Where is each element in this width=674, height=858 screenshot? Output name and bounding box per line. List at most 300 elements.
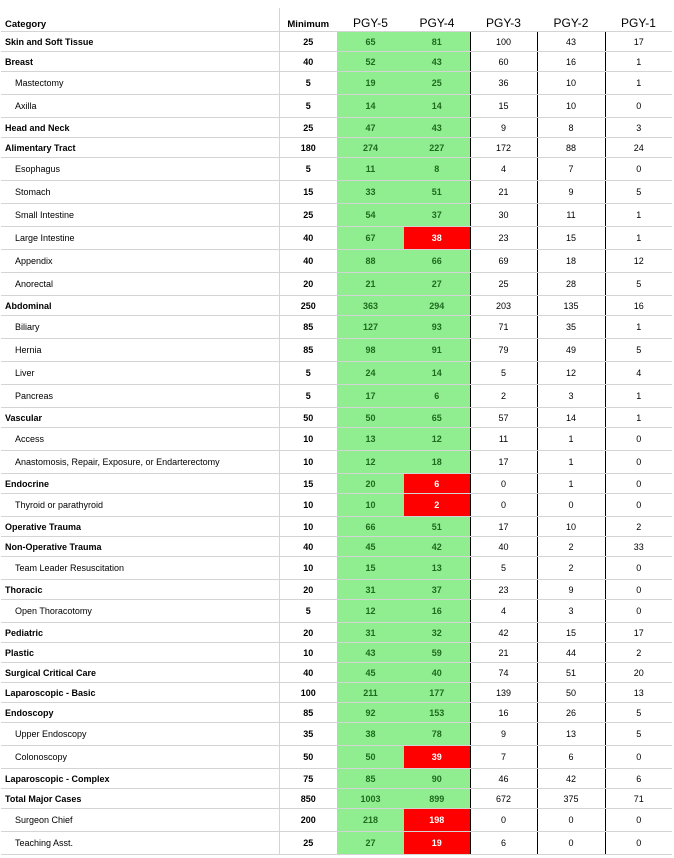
cell-category: Pancreas	[1, 385, 279, 408]
cell-pgy3: 30	[470, 204, 537, 227]
cell-pgy5: 47	[337, 118, 404, 138]
cell-category: Laparoscopic - Complex	[1, 769, 279, 789]
cell-pgy2: 2	[537, 537, 605, 557]
table-row	[1, 557, 672, 580]
cell-pgy2: 16	[537, 52, 605, 72]
cell-pgy5: 218	[337, 809, 404, 832]
cell-pgy3: 0	[470, 494, 537, 517]
cell-pgy5: 274	[337, 138, 404, 158]
cell-pgy1: 1	[605, 204, 672, 227]
cell-pgy3: 21	[470, 643, 537, 663]
cell-pgy3: 57	[470, 408, 537, 428]
cell-pgy4: 65	[404, 408, 470, 428]
cell-category: Total Major Cases	[1, 789, 279, 809]
cell-category: Access	[1, 428, 279, 451]
cell-pgy2: 3	[537, 600, 605, 623]
cell-category: Open Thoracotomy	[1, 600, 279, 623]
cell-pgy5: 15	[337, 557, 404, 580]
cell-pgy5: 19	[337, 72, 404, 95]
cell-minimum: 10	[279, 557, 337, 580]
table-row	[1, 32, 672, 52]
cell-pgy3: 46	[470, 769, 537, 789]
cell-category: Axilla	[1, 95, 279, 118]
cell-category: Laparoscopic - Basic	[1, 683, 279, 703]
cell-pgy1: 5	[605, 273, 672, 296]
cell-pgy1: 1	[605, 52, 672, 72]
cell-pgy2: 6	[537, 746, 605, 769]
cell-pgy2: 135	[537, 296, 605, 316]
cell-pgy1: 0	[605, 600, 672, 623]
cell-pgy1: 17	[605, 623, 672, 643]
cell-pgy3: 172	[470, 138, 537, 158]
cell-category: Anorectal	[1, 273, 279, 296]
cell-pgy2: 26	[537, 703, 605, 723]
cell-category: Thoracic	[1, 580, 279, 600]
cell-pgy5: 12	[337, 600, 404, 623]
table-row	[1, 385, 672, 408]
table-row	[1, 474, 672, 494]
header-pgy1: PGY-1	[605, 8, 672, 32]
cell-minimum: 85	[279, 703, 337, 723]
cell-pgy2: 375	[537, 789, 605, 809]
cell-pgy5: 211	[337, 683, 404, 703]
cell-pgy2: 51	[537, 663, 605, 683]
cell-pgy1: 2	[605, 643, 672, 663]
cell-minimum: 50	[279, 746, 337, 769]
cell-pgy4: 25	[404, 72, 470, 95]
cell-pgy4: 66	[404, 250, 470, 273]
cell-minimum: 5	[279, 362, 337, 385]
cell-minimum: 40	[279, 663, 337, 683]
cell-minimum: 200	[279, 809, 337, 832]
cell-pgy2: 13	[537, 723, 605, 746]
cell-pgy1: 0	[605, 832, 672, 855]
cell-pgy1: 5	[605, 339, 672, 362]
cell-category: Operative Trauma	[1, 517, 279, 537]
cell-pgy3: 0	[470, 474, 537, 494]
cell-pgy2: 43	[537, 32, 605, 52]
table-row	[1, 158, 672, 181]
table-row	[1, 118, 672, 138]
cell-pgy1: 2	[605, 517, 672, 537]
cell-pgy2: 3	[537, 385, 605, 408]
table-row	[1, 832, 672, 855]
cell-pgy4: 8	[404, 158, 470, 181]
cell-pgy1: 1	[605, 227, 672, 250]
cell-pgy2: 9	[537, 181, 605, 204]
cell-minimum: 40	[279, 250, 337, 273]
cell-pgy3: 7	[470, 746, 537, 769]
cell-pgy4: 39	[404, 746, 470, 769]
cell-pgy1: 0	[605, 158, 672, 181]
cell-pgy4: 81	[404, 32, 470, 52]
cell-pgy4: 37	[404, 204, 470, 227]
cell-pgy4: 177	[404, 683, 470, 703]
cell-pgy4: 32	[404, 623, 470, 643]
cell-pgy3: 23	[470, 227, 537, 250]
cell-category: Endocrine	[1, 474, 279, 494]
cell-pgy5: 21	[337, 273, 404, 296]
cell-pgy1: 0	[605, 580, 672, 600]
cell-pgy4: 27	[404, 273, 470, 296]
cell-pgy5: 65	[337, 32, 404, 52]
cell-pgy3: 5	[470, 557, 537, 580]
table-row	[1, 95, 672, 118]
cell-category: Anastomosis, Repair, Exposure, or Endarterectomy	[1, 451, 279, 474]
table-row	[1, 683, 672, 703]
cell-pgy2: 15	[537, 623, 605, 643]
cell-pgy3: 2	[470, 385, 537, 408]
cell-pgy5: 11	[337, 158, 404, 181]
cell-pgy5: 1003	[337, 789, 404, 809]
cell-pgy2: 28	[537, 273, 605, 296]
cell-pgy5: 33	[337, 181, 404, 204]
cell-pgy2: 42	[537, 769, 605, 789]
cell-pgy3: 9	[470, 118, 537, 138]
cell-pgy3: 9	[470, 723, 537, 746]
cell-pgy3: 69	[470, 250, 537, 273]
table-row	[1, 408, 672, 428]
table-row	[1, 250, 672, 273]
cell-pgy1: 3	[605, 118, 672, 138]
table-row	[1, 663, 672, 683]
cell-category: Alimentary Tract	[1, 138, 279, 158]
cell-pgy5: 98	[337, 339, 404, 362]
table-row	[1, 723, 672, 746]
cell-minimum: 10	[279, 494, 337, 517]
cell-minimum: 40	[279, 227, 337, 250]
table-row	[1, 138, 672, 158]
cell-pgy2: 88	[537, 138, 605, 158]
cell-pgy4: 12	[404, 428, 470, 451]
cell-pgy5: 92	[337, 703, 404, 723]
cell-pgy3: 40	[470, 537, 537, 557]
cell-pgy1: 1	[605, 72, 672, 95]
cell-pgy3: 203	[470, 296, 537, 316]
cell-minimum: 10	[279, 451, 337, 474]
cell-minimum: 20	[279, 580, 337, 600]
cell-category: Teaching Asst.	[1, 832, 279, 855]
cell-pgy1: 13	[605, 683, 672, 703]
cell-pgy1: 5	[605, 723, 672, 746]
cell-pgy2: 8	[537, 118, 605, 138]
cell-pgy3: 15	[470, 95, 537, 118]
table-row	[1, 316, 672, 339]
cell-category: Pediatric	[1, 623, 279, 643]
cell-pgy3: 74	[470, 663, 537, 683]
cell-category: Mastectomy	[1, 72, 279, 95]
cell-pgy3: 11	[470, 428, 537, 451]
cell-pgy5: 38	[337, 723, 404, 746]
cell-category: Small Intestine	[1, 204, 279, 227]
cell-pgy2: 49	[537, 339, 605, 362]
header-category: Category	[1, 8, 279, 32]
cell-category: Thyroid or parathyroid	[1, 494, 279, 517]
cell-pgy5: 20	[337, 474, 404, 494]
cell-category: Stomach	[1, 181, 279, 204]
header-pgy5: PGY-5	[337, 8, 404, 32]
header-pgy2: PGY-2	[537, 8, 605, 32]
cell-pgy4: 14	[404, 362, 470, 385]
cell-pgy1: 33	[605, 537, 672, 557]
cell-pgy4: 38	[404, 227, 470, 250]
cell-pgy4: 78	[404, 723, 470, 746]
cell-minimum: 10	[279, 643, 337, 663]
cell-category: Team Leader Resuscitation	[1, 557, 279, 580]
table-row	[1, 746, 672, 769]
cell-pgy2: 11	[537, 204, 605, 227]
cell-minimum: 15	[279, 181, 337, 204]
cell-pgy1: 1	[605, 408, 672, 428]
cell-category: Skin and Soft Tissue	[1, 32, 279, 52]
cell-pgy1: 4	[605, 362, 672, 385]
cell-pgy1: 0	[605, 494, 672, 517]
cell-pgy4: 294	[404, 296, 470, 316]
cell-pgy1: 12	[605, 250, 672, 273]
cell-pgy4: 51	[404, 517, 470, 537]
cell-pgy3: 36	[470, 72, 537, 95]
cell-minimum: 25	[279, 118, 337, 138]
header-pgy3: PGY-3	[470, 8, 537, 32]
cell-minimum: 25	[279, 204, 337, 227]
cell-pgy2: 14	[537, 408, 605, 428]
cell-pgy1: 0	[605, 451, 672, 474]
cell-pgy5: 88	[337, 250, 404, 273]
table-row	[1, 428, 672, 451]
cell-minimum: 20	[279, 273, 337, 296]
cell-category: Surgeon Chief	[1, 809, 279, 832]
table-row	[1, 769, 672, 789]
cell-minimum: 25	[279, 32, 337, 52]
header-minimum: Minimum	[279, 8, 337, 32]
cell-pgy4: 40	[404, 663, 470, 683]
cell-pgy1: 71	[605, 789, 672, 809]
cell-pgy3: 42	[470, 623, 537, 643]
cell-pgy4: 14	[404, 95, 470, 118]
cell-pgy2: 1	[537, 451, 605, 474]
cell-pgy4: 19	[404, 832, 470, 855]
cell-pgy4: 13	[404, 557, 470, 580]
cell-pgy4: 37	[404, 580, 470, 600]
cell-pgy5: 67	[337, 227, 404, 250]
cell-pgy3: 16	[470, 703, 537, 723]
cell-pgy5: 45	[337, 537, 404, 557]
cell-pgy1: 24	[605, 138, 672, 158]
cell-pgy2: 10	[537, 95, 605, 118]
cell-pgy5: 17	[337, 385, 404, 408]
cell-pgy3: 100	[470, 32, 537, 52]
cell-pgy5: 31	[337, 623, 404, 643]
table-row	[1, 600, 672, 623]
cell-pgy2: 10	[537, 517, 605, 537]
cell-pgy4: 6	[404, 385, 470, 408]
cell-category: Non-Operative Trauma	[1, 537, 279, 557]
cell-pgy3: 71	[470, 316, 537, 339]
cell-pgy5: 27	[337, 832, 404, 855]
cell-pgy5: 50	[337, 746, 404, 769]
cell-pgy3: 25	[470, 273, 537, 296]
cell-pgy1: 0	[605, 428, 672, 451]
cell-pgy2: 0	[537, 494, 605, 517]
cell-pgy5: 12	[337, 451, 404, 474]
cell-minimum: 5	[279, 95, 337, 118]
cell-pgy3: 60	[470, 52, 537, 72]
cell-pgy1: 5	[605, 181, 672, 204]
cell-pgy4: 18	[404, 451, 470, 474]
cell-category: Plastic	[1, 643, 279, 663]
cell-minimum: 100	[279, 683, 337, 703]
cell-pgy2: 7	[537, 158, 605, 181]
cell-pgy4: 90	[404, 769, 470, 789]
cell-pgy5: 52	[337, 52, 404, 72]
cell-minimum: 40	[279, 52, 337, 72]
table-row	[1, 517, 672, 537]
cell-category: Large Intestine	[1, 227, 279, 250]
table-body	[1, 32, 672, 855]
cell-category: Biliary	[1, 316, 279, 339]
cell-pgy4: 43	[404, 52, 470, 72]
table-row	[1, 451, 672, 474]
table-row	[1, 72, 672, 95]
cell-pgy2: 35	[537, 316, 605, 339]
cell-pgy1: 16	[605, 296, 672, 316]
cell-pgy1: 1	[605, 385, 672, 408]
cell-pgy2: 1	[537, 474, 605, 494]
cell-pgy3: 672	[470, 789, 537, 809]
cell-category: Appendix	[1, 250, 279, 273]
cell-minimum: 250	[279, 296, 337, 316]
cell-minimum: 35	[279, 723, 337, 746]
cell-pgy4: 93	[404, 316, 470, 339]
table-row	[1, 643, 672, 663]
cell-pgy4: 6	[404, 474, 470, 494]
cell-pgy1: 0	[605, 474, 672, 494]
cell-pgy5: 14	[337, 95, 404, 118]
cell-pgy2: 44	[537, 643, 605, 663]
cell-pgy2: 12	[537, 362, 605, 385]
cell-pgy5: 31	[337, 580, 404, 600]
cell-minimum: 10	[279, 517, 337, 537]
cell-minimum: 850	[279, 789, 337, 809]
cell-pgy3: 79	[470, 339, 537, 362]
cell-pgy4: 899	[404, 789, 470, 809]
cell-minimum: 180	[279, 138, 337, 158]
cell-pgy2: 9	[537, 580, 605, 600]
cell-category: Liver	[1, 362, 279, 385]
cell-minimum: 50	[279, 408, 337, 428]
case-log-table	[1, 8, 672, 855]
cell-minimum: 85	[279, 316, 337, 339]
cell-pgy1: 0	[605, 746, 672, 769]
cell-minimum: 20	[279, 623, 337, 643]
cell-pgy2: 1	[537, 428, 605, 451]
table-row	[1, 537, 672, 557]
cell-minimum: 15	[279, 474, 337, 494]
cell-pgy4: 153	[404, 703, 470, 723]
cell-category: Esophagus	[1, 158, 279, 181]
cell-pgy5: 66	[337, 517, 404, 537]
cell-pgy5: 13	[337, 428, 404, 451]
table-row	[1, 204, 672, 227]
cell-pgy4: 2	[404, 494, 470, 517]
header-row	[1, 8, 672, 32]
cell-pgy3: 21	[470, 181, 537, 204]
table-row	[1, 362, 672, 385]
table-row	[1, 703, 672, 723]
cell-pgy5: 363	[337, 296, 404, 316]
table-row	[1, 52, 672, 72]
cell-category: Hernia	[1, 339, 279, 362]
cell-pgy5: 10	[337, 494, 404, 517]
cell-pgy1: 0	[605, 557, 672, 580]
table-row	[1, 181, 672, 204]
cell-pgy5: 24	[337, 362, 404, 385]
cell-pgy5: 50	[337, 408, 404, 428]
cell-pgy1: 5	[605, 703, 672, 723]
cell-pgy5: 45	[337, 663, 404, 683]
cell-pgy3: 17	[470, 451, 537, 474]
cell-pgy2: 50	[537, 683, 605, 703]
cell-pgy2: 18	[537, 250, 605, 273]
cell-minimum: 75	[279, 769, 337, 789]
cell-pgy2: 0	[537, 832, 605, 855]
table-row	[1, 580, 672, 600]
cell-pgy3: 4	[470, 600, 537, 623]
table-row	[1, 296, 672, 316]
cell-category: Head and Neck	[1, 118, 279, 138]
cell-pgy3: 139	[470, 683, 537, 703]
cell-pgy3: 23	[470, 580, 537, 600]
cell-pgy1: 0	[605, 809, 672, 832]
cell-pgy1: 6	[605, 769, 672, 789]
cell-pgy4: 42	[404, 537, 470, 557]
cell-pgy4: 91	[404, 339, 470, 362]
cell-pgy1: 17	[605, 32, 672, 52]
cell-category: Vascular	[1, 408, 279, 428]
cell-minimum: 25	[279, 832, 337, 855]
cell-pgy5: 85	[337, 769, 404, 789]
cell-minimum: 40	[279, 537, 337, 557]
table-row	[1, 494, 672, 517]
cell-category: Upper Endoscopy	[1, 723, 279, 746]
cell-category: Breast	[1, 52, 279, 72]
cell-pgy4: 227	[404, 138, 470, 158]
cell-category: Surgical Critical Care	[1, 663, 279, 683]
cell-pgy2: 10	[537, 72, 605, 95]
table-row	[1, 339, 672, 362]
cell-pgy3: 4	[470, 158, 537, 181]
cell-pgy3: 6	[470, 832, 537, 855]
cell-pgy3: 17	[470, 517, 537, 537]
table-row	[1, 273, 672, 296]
table-row	[1, 809, 672, 832]
cell-pgy1: 20	[605, 663, 672, 683]
table-row	[1, 227, 672, 250]
cell-pgy5: 43	[337, 643, 404, 663]
cell-pgy2: 2	[537, 557, 605, 580]
cell-pgy4: 51	[404, 181, 470, 204]
cell-minimum: 5	[279, 385, 337, 408]
cell-minimum: 10	[279, 428, 337, 451]
cell-pgy3: 0	[470, 809, 537, 832]
cell-pgy5: 54	[337, 204, 404, 227]
cell-pgy3: 5	[470, 362, 537, 385]
cell-category: Colonoscopy	[1, 746, 279, 769]
cell-pgy2: 15	[537, 227, 605, 250]
cell-pgy4: 198	[404, 809, 470, 832]
cell-pgy2: 0	[537, 809, 605, 832]
cell-minimum: 85	[279, 339, 337, 362]
